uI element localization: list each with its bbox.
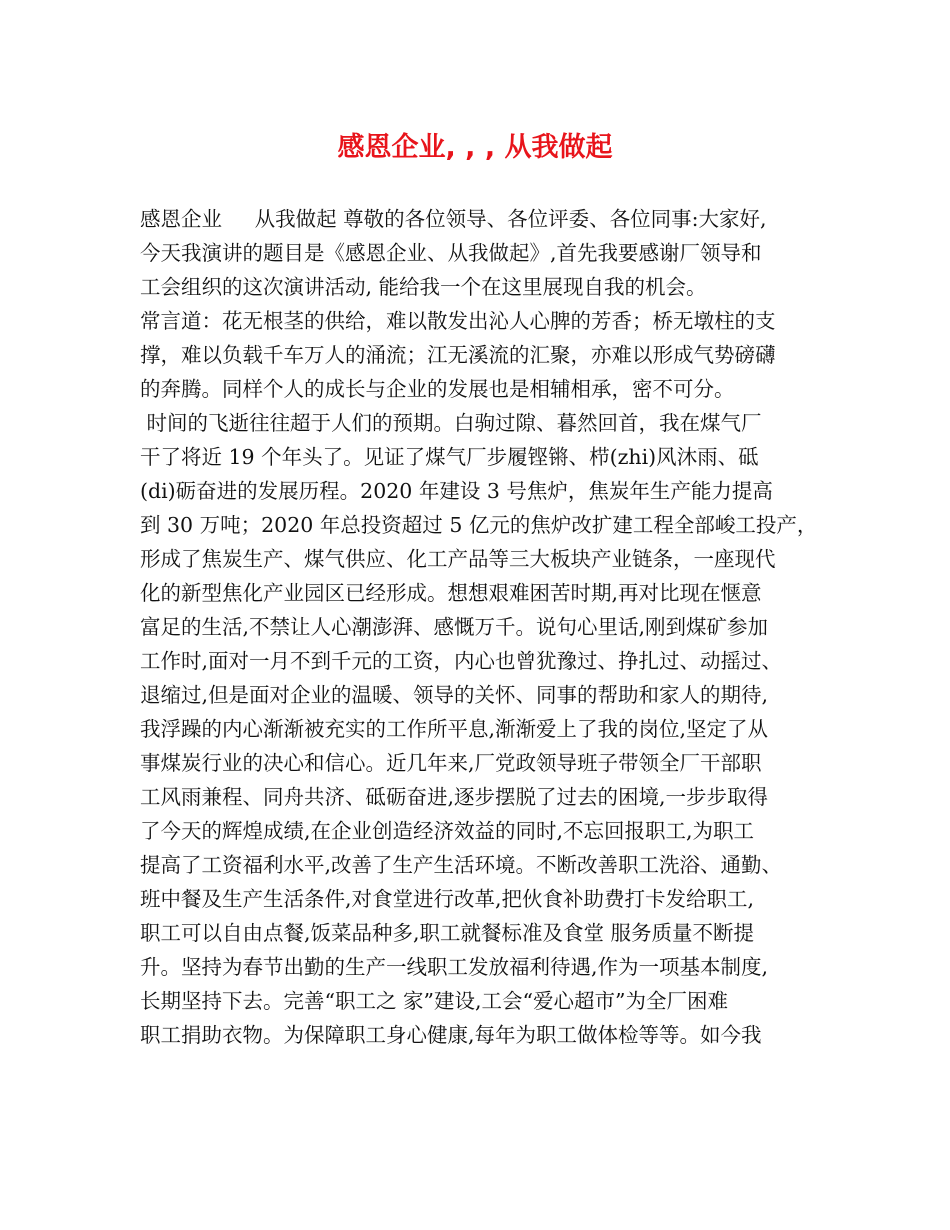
body-line: 升。坚持为春节出勤的生产一线职工发放福利待遇,作为一项基本制度, bbox=[140, 955, 769, 979]
document-title: 感恩企业, , , 从我做起 bbox=[337, 132, 613, 163]
body-line: 形成了焦炭生产、煤气供应、化工产品等三大板块产业链条，一座现代 bbox=[140, 547, 776, 571]
body-line: 班中餐及生产生活条件,对食堂进行改革,把伙食补助费打卡发给职工, bbox=[140, 887, 755, 911]
body-line: 我浮躁的内心渐渐被充实的工作所平息,渐渐爱上了我的岗位,坚定了从 bbox=[140, 717, 769, 741]
document-body bbox=[140, 202, 830, 1052]
body-line: 常言道：花无根茎的供给，难以散发出沁人心脾的芳香；桥无墩柱的支 bbox=[140, 309, 776, 333]
body-line: 时间的飞逝往往超于人们的预期。白驹过隙、暮然回首，我在煤气厂 bbox=[140, 411, 762, 435]
body-line: 今天我演讲的题目是《感恩企业、从我做起》,首先我要感谢厂领导和 bbox=[140, 241, 762, 265]
body-line: 工作时,面对一月不到千元的工资，内心也曾犹豫过、挣扎过、动摇过、 bbox=[140, 649, 783, 673]
body-line: 了今天的辉煌成绩,在企业创造经济效益的同时,不忘回报职工,为职工 bbox=[140, 819, 755, 843]
body-line: 提高了工资福利水平,改善了生产生活环境。不断改善职工洗浴、通勤、 bbox=[140, 853, 783, 877]
body-line: 退缩过,但是面对企业的温暖、领导的关怀、同事的帮助和家人的期待, bbox=[140, 683, 769, 707]
body-line: 工会组织的这次演讲活动, 能给我一个在这里展现自我的机会。 bbox=[140, 275, 707, 299]
body-line: (di)砺奋进的发展历程。2020 年建设 3 号焦炉，焦炭年生产能力提高 bbox=[140, 479, 773, 503]
body-line: 长期坚持下去。完善“职工之 家”建设,工会“爱心超市”为全厂困难 bbox=[140, 989, 728, 1013]
body-line: 化的新型焦化产业园区已经形成。想想艰难困苦时期,再对比现在惬意 bbox=[140, 581, 762, 605]
body-line: 到 30 万吨；2020 年总投资超过 5 亿元的焦炉改扩建工程全部峻工投产， bbox=[140, 513, 818, 537]
body-line: 富足的生活,不禁让人心潮澎湃、感慨万千。说句心里话,刚到煤矿参加 bbox=[140, 615, 769, 639]
body-line: 职工可以自由点餐,饭菜品种多,职工就餐标准及食堂 服务质量不断提 bbox=[140, 921, 755, 945]
body-line: 干了将近 19 个年头了。见证了煤气厂步履铿锵、栉(zhi)风沐雨、砥 bbox=[140, 445, 759, 469]
body-line: 工风雨兼程、同舟共济、砥砺奋进,逐步摆脱了过去的困境,一步步取得 bbox=[140, 785, 769, 809]
body-line: 职工捐助衣物。为保障职工身心健康,每年为职工做体检等等。如今我 bbox=[140, 1023, 762, 1047]
body-line: 的奔腾。同样个人的成长与企业的发展也是相辅相承，密不可分。 bbox=[140, 377, 735, 401]
body-line: 事煤炭行业的决心和信心。近几年来,厂党政领导班子带领全厂干部职 bbox=[140, 751, 762, 775]
body-line: 感恩企业 从我做起 尊敬的各位领导、各位评委、各位同事:大家好, bbox=[140, 207, 767, 231]
body-line: 撑，难以负载千车万人的涌流；江无溪流的汇聚，亦难以形成气势磅礴 bbox=[140, 343, 776, 367]
